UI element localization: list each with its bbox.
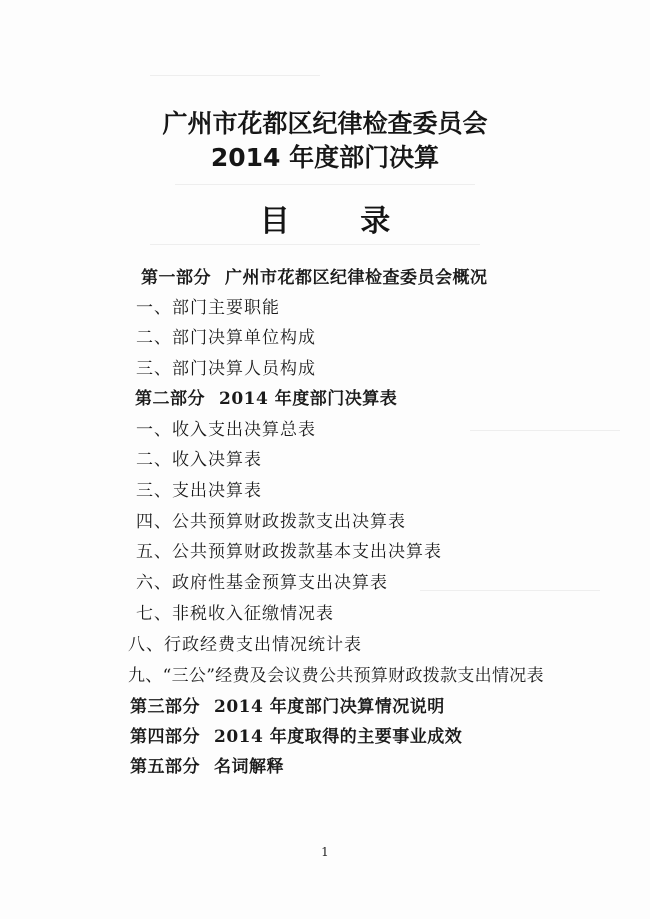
toc-part-title: 2014 年度部门决算表 [219,389,398,409]
toc-part-label: 第三部分 [130,697,200,717]
toc-item: 七、非税收入征缴情况表 [136,604,334,624]
toc-part-2 [135,384,397,409]
scan-bleed-mark [470,430,620,431]
toc-item: 一、收入支出决算总表 [136,420,316,440]
toc-item: 五、公共预算财政拨款基本支出决算表 [136,542,442,562]
toc-part-1 [141,263,488,288]
toc-part-label: 第五部分 [130,757,200,777]
toc-part-title: 2014 年度部门决算情况说明 [214,697,445,717]
toc-item: 六、政府性基金预算支出决算表 [136,573,388,593]
toc-item: 一、部门主要职能 [136,298,280,318]
toc-part-title: 2014 年度取得的主要事业成效 [214,727,463,747]
toc-item: 四、公共预算财政拨款支出决算表 [136,512,406,532]
toc-part-3 [130,692,445,717]
toc-part-4 [130,722,462,747]
scan-bleed-mark [420,590,600,591]
page-number: 1 [321,845,329,859]
toc-heading: 目 录 [259,204,421,239]
toc-part-5 [130,752,284,777]
toc-item: 三、部门决算人员构成 [136,359,316,379]
toc-item: 三、支出决算表 [136,481,262,501]
toc-item: 二、部门决算单位构成 [136,328,316,348]
scan-bleed-mark [150,75,320,76]
document-subtitle: 2014 年度部门决算 [210,143,440,172]
scan-bleed-mark [150,244,480,245]
toc-part-label: 第四部分 [130,727,200,747]
scan-bleed-mark [175,184,475,185]
document-title: 广州市花都区纪律检查委员会 [162,109,488,138]
toc-part-label: 第一部分 [141,268,211,288]
toc-item: 八、行政经费支出情况统计表 [128,635,362,655]
toc-part-title: 名词解释 [214,757,284,777]
toc-part-title: 广州市花都区纪律检查委员会概况 [225,268,488,288]
toc-item: 九、“三公”经费及会议费公共预算财政拨款支出情况表 [128,666,544,686]
toc-item: 二、收入决算表 [136,450,262,470]
toc-part-label: 第二部分 [135,389,205,409]
